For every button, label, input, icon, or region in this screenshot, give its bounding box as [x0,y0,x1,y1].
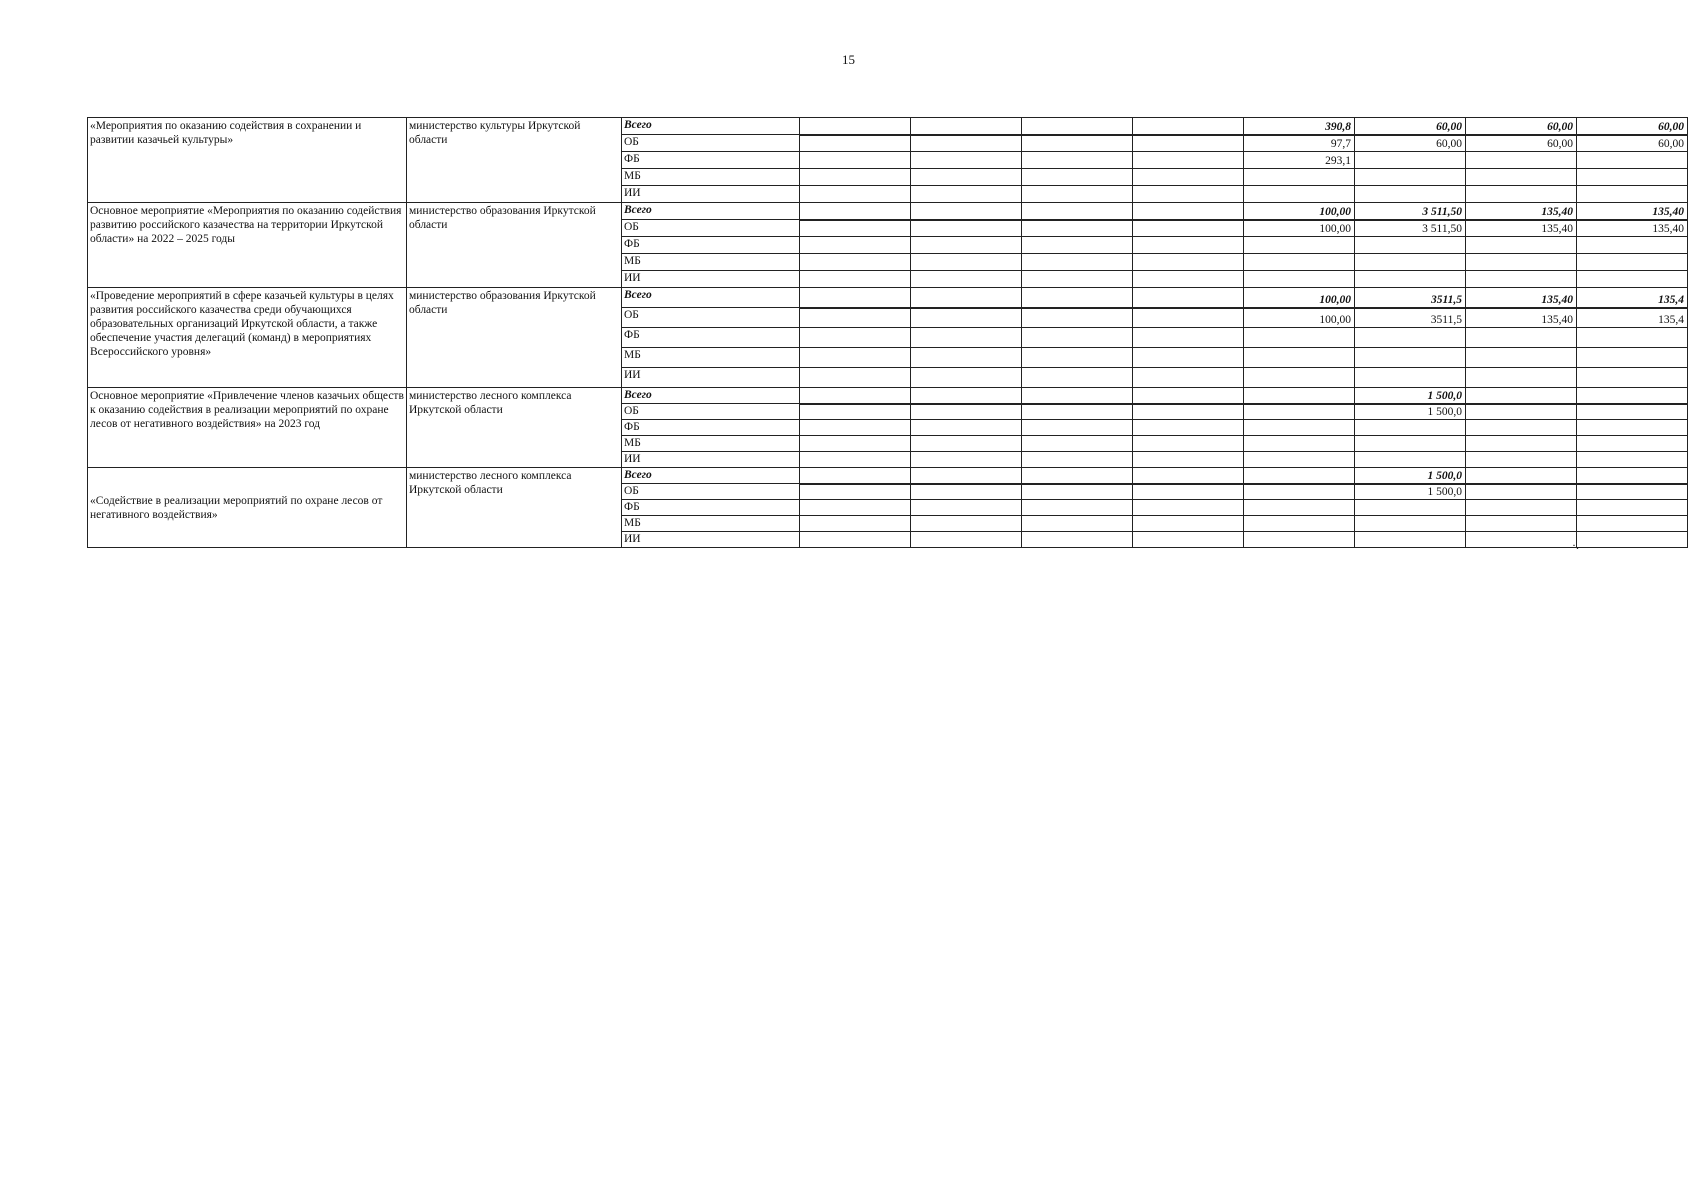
amount-cell [911,368,1022,388]
amount-cell [1577,388,1688,404]
funding-source-cell: ИИ [622,186,800,203]
amount-cell [1133,169,1244,186]
amount-cell [1133,203,1244,220]
amount-cell [1133,237,1244,254]
amount-cell [911,288,1022,308]
amount-cell [800,452,911,468]
amount-cell [1022,484,1133,500]
amount-cell [1577,271,1688,288]
funding-source-cell: Всего [622,203,800,220]
amount-cell [1133,328,1244,348]
amount-cell [1355,348,1466,368]
amount-cell [1466,404,1577,420]
responsible-agency-cell: министерство образования Иркутской области [407,203,622,288]
funding-source-cell: ИИ [622,452,800,468]
amount-cell [1244,404,1355,420]
amount-cell: 60,00 [1466,135,1577,152]
amount-cell [1022,368,1133,388]
amount-cell [1133,220,1244,237]
amount-cell [800,220,911,237]
table-row [88,468,1688,484]
amount-cell [1577,500,1688,516]
amount-cell: 3511,5 [1355,288,1466,308]
amount-cell: 1 500,0 [1355,468,1466,484]
funding-source-cell: ОБ [622,484,800,500]
amount-cell [1133,532,1244,548]
amount-cell: 135,40 [1466,288,1577,308]
amount-cell [1022,516,1133,532]
amount-cell [1244,468,1355,484]
amount-cell: 60,00 [1355,135,1466,152]
amount-cell [1022,237,1133,254]
amount-cell [1022,254,1133,271]
funding-source-cell: МБ [622,516,800,532]
amount-cell [800,152,911,169]
responsible-agency-cell: министерство лесного комплекса Иркутской области [407,388,622,468]
amount-cell [1022,220,1133,237]
amount-cell [1355,516,1466,532]
amount-cell [1133,152,1244,169]
funding-source-cell: МБ [622,348,800,368]
amount-cell [1355,152,1466,169]
amount-cell [1133,135,1244,152]
amount-cell [1577,436,1688,452]
amount-cell [1355,271,1466,288]
funding-source-cell: ОБ [622,135,800,152]
amount-cell [1022,118,1133,135]
amount-cell [911,388,1022,404]
amount-cell [1466,500,1577,516]
amount-cell [1022,328,1133,348]
amount-cell [1355,420,1466,436]
amount-cell [1577,169,1688,186]
event-name-cell: «Содействие в реализации мероприятий по охране лесов от негативного воздействия» [88,468,407,548]
amount-cell [1133,452,1244,468]
amount-cell [800,368,911,388]
amount-cell [1355,328,1466,348]
amount-cell: 135,40 [1577,203,1688,220]
amount-cell [1133,516,1244,532]
amount-cell [1466,368,1577,388]
amount-cell [800,169,911,186]
amount-cell [911,308,1022,328]
amount-cell [1577,516,1688,532]
amount-cell: 60,00 [1355,118,1466,135]
amount-cell: 135,40 [1466,203,1577,220]
amount-cell [1133,118,1244,135]
amount-cell [800,468,911,484]
amount-cell [1466,420,1577,436]
funding-source-cell: Всего [622,388,800,404]
amount-cell [1022,152,1133,169]
amount-cell [800,271,911,288]
amount-cell [1355,452,1466,468]
amount-cell: 3 511,50 [1355,203,1466,220]
funding-source-cell: ФБ [622,420,800,436]
amount-cell [1244,328,1355,348]
amount-cell [1466,484,1577,500]
amount-cell [1466,169,1577,186]
amount-cell [1244,237,1355,254]
amount-cell [1022,420,1133,436]
amount-cell: 135,40 [1466,308,1577,328]
amount-cell [1133,388,1244,404]
amount-cell [911,135,1022,152]
amount-cell [1244,532,1355,548]
amount-cell: 135,4 [1577,288,1688,308]
amount-cell [1577,152,1688,169]
amount-cell [800,186,911,203]
amount-cell [1466,271,1577,288]
funding-source-cell: МБ [622,169,800,186]
amount-cell [911,532,1022,548]
amount-cell [800,328,911,348]
amount-cell: 1 500,0 [1355,404,1466,420]
amount-cell [1466,436,1577,452]
amount-cell [1466,254,1577,271]
amount-cell [1244,271,1355,288]
funding-source-cell: МБ [622,436,800,452]
amount-cell [1133,500,1244,516]
amount-cell [1577,484,1688,500]
amount-cell [911,420,1022,436]
amount-cell [1244,169,1355,186]
event-name-cell: Основное мероприятие «Привлечение членов казачьих обществ к оказанию содействия в реализации мероприятий по охране лесов от негативного воздействия» на 2023 год [88,388,407,468]
amount-cell [1577,420,1688,436]
amount-cell [800,420,911,436]
amount-cell [1022,404,1133,420]
table-row [88,288,1688,308]
amount-cell: 60,00 [1466,118,1577,135]
amount-cell: 1 500,0 [1355,388,1466,404]
amount-cell [1244,348,1355,368]
amount-cell [911,516,1022,532]
amount-cell [1244,368,1355,388]
amount-cell [1133,368,1244,388]
amount-cell [1466,237,1577,254]
amount-cell [1466,468,1577,484]
amount-cell [800,436,911,452]
amount-cell [1466,348,1577,368]
amount-cell [800,135,911,152]
amount-cell [1133,420,1244,436]
amount-cell [1577,237,1688,254]
funding-source-cell: Всего [622,468,800,484]
amount-cell [800,484,911,500]
amount-cell [1466,152,1577,169]
responsible-agency-cell: министерство культуры Иркутской области [407,118,622,203]
amount-cell: 3511,5 [1355,308,1466,328]
amount-cell [1355,237,1466,254]
amount-cell [911,254,1022,271]
amount-cell [1466,388,1577,404]
amount-cell [1133,308,1244,328]
amount-cell [1133,348,1244,368]
amount-cell [1133,254,1244,271]
amount-cell [1577,254,1688,271]
amount-cell [1466,328,1577,348]
amount-cell: 135,4 [1577,308,1688,328]
amount-cell [1355,186,1466,203]
amount-cell [800,118,911,135]
amount-cell [1022,532,1133,548]
amount-cell [1244,388,1355,404]
amount-cell [1577,404,1688,420]
amount-cell [1244,452,1355,468]
amount-cell [1022,436,1133,452]
amount-cell [911,348,1022,368]
amount-cell [1022,186,1133,203]
amount-cell [911,271,1022,288]
amount-cell [1133,468,1244,484]
amount-cell [1355,169,1466,186]
amount-cell [1577,328,1688,348]
amount-cell [1577,186,1688,203]
amount-cell [1355,436,1466,452]
amount-cell [1133,484,1244,500]
amount-cell [1355,532,1466,548]
amount-cell: 1 500,0 [1355,484,1466,500]
amount-cell [1022,135,1133,152]
amount-cell [1022,203,1133,220]
amount-cell [1466,532,1577,548]
amount-cell: 60,00 [1577,135,1688,152]
amount-cell [1022,388,1133,404]
event-name-cell: «Проведение мероприятий в сфере казачьей культуры в целях развития российского казачества среди обучающихся образовательных организаций Иркутской области, а также обеспечение участия делегаций (команд) в мероприятиях Всероссийского уровня» [88,288,407,388]
event-name-cell: «Мероприятия по оказанию содействия в сохранении и развитии казачьей культуры» [88,118,407,203]
amount-cell [800,404,911,420]
amount-cell [911,436,1022,452]
funding-source-cell: ИИ [622,532,800,548]
amount-cell [1022,348,1133,368]
funding-source-cell: ФБ [622,328,800,348]
amount-cell [1466,452,1577,468]
amount-cell [800,348,911,368]
amount-cell [1355,500,1466,516]
amount-cell [800,532,911,548]
amount-cell [1133,271,1244,288]
amount-cell [1133,288,1244,308]
amount-cell [1133,186,1244,203]
amount-cell [911,452,1022,468]
amount-cell [911,237,1022,254]
amount-cell [911,468,1022,484]
budget-table [87,117,1688,548]
funding-source-cell: ОБ [622,404,800,420]
trailing-mark: ·. [1572,538,1579,552]
amount-cell [911,203,1022,220]
table-row [88,203,1688,220]
amount-cell [1577,368,1688,388]
amount-cell [800,203,911,220]
amount-cell [800,308,911,328]
table-row [88,388,1688,404]
amount-cell [800,288,911,308]
amount-cell [1022,468,1133,484]
amount-cell [911,118,1022,135]
funding-source-cell: Всего [622,288,800,308]
funding-source-cell: МБ [622,254,800,271]
amount-cell [1022,500,1133,516]
amount-cell [911,328,1022,348]
funding-source-cell: ОБ [622,308,800,328]
amount-cell [911,220,1022,237]
amount-cell [1577,452,1688,468]
amount-cell [1022,169,1133,186]
amount-cell: 3 511,50 [1355,220,1466,237]
amount-cell [1022,452,1133,468]
amount-cell: 135,40 [1577,220,1688,237]
amount-cell [1244,500,1355,516]
amount-cell [800,500,911,516]
amount-cell [1244,484,1355,500]
amount-cell [1355,254,1466,271]
amount-cell [1244,186,1355,203]
amount-cell [911,152,1022,169]
funding-source-cell: ОБ [622,220,800,237]
amount-cell [911,169,1022,186]
amount-cell [1466,186,1577,203]
table-body [88,118,1688,548]
funding-source-cell: ФБ [622,152,800,169]
amount-cell: 97,7 [1244,135,1355,152]
amount-cell [1022,271,1133,288]
amount-cell: 100,00 [1244,220,1355,237]
amount-cell [1244,420,1355,436]
funding-source-cell: ИИ [622,271,800,288]
responsible-agency-cell: министерство образования Иркутской области [407,288,622,388]
event-name-cell: Основное мероприятие «Мероприятия по оказанию содействия развитию российского казачества на территории Иркутской области» на 2022 – 2025 годы [88,203,407,288]
amount-cell [1355,368,1466,388]
funding-source-cell: ФБ [622,237,800,254]
amount-cell [911,404,1022,420]
amount-cell: 60,00 [1577,118,1688,135]
funding-source-cell: Всего [622,118,800,135]
amount-cell [1577,468,1688,484]
amount-cell: 100,00 [1244,288,1355,308]
amount-cell: 135,40 [1466,220,1577,237]
amount-cell: 100,00 [1244,203,1355,220]
amount-cell [1577,532,1688,548]
amount-cell [1244,516,1355,532]
amount-cell [800,237,911,254]
responsible-agency-cell: министерство лесного комплекса Иркутской области [407,468,622,548]
amount-cell [800,516,911,532]
amount-cell [1244,254,1355,271]
page-number: 15 [842,52,855,67]
amount-cell [911,186,1022,203]
amount-cell [800,388,911,404]
amount-cell [1244,436,1355,452]
funding-source-cell: ФБ [622,500,800,516]
amount-cell: 390,8 [1244,118,1355,135]
amount-cell: 293,1 [1244,152,1355,169]
amount-cell [1466,516,1577,532]
amount-cell [1022,288,1133,308]
amount-cell [1022,308,1133,328]
table-row [88,118,1688,135]
amount-cell [800,254,911,271]
amount-cell [911,500,1022,516]
funding-source-cell: ИИ [622,368,800,388]
amount-cell: 100,00 [1244,308,1355,328]
amount-cell [1577,348,1688,368]
amount-cell [1133,436,1244,452]
amount-cell [1133,404,1244,420]
amount-cell [911,484,1022,500]
